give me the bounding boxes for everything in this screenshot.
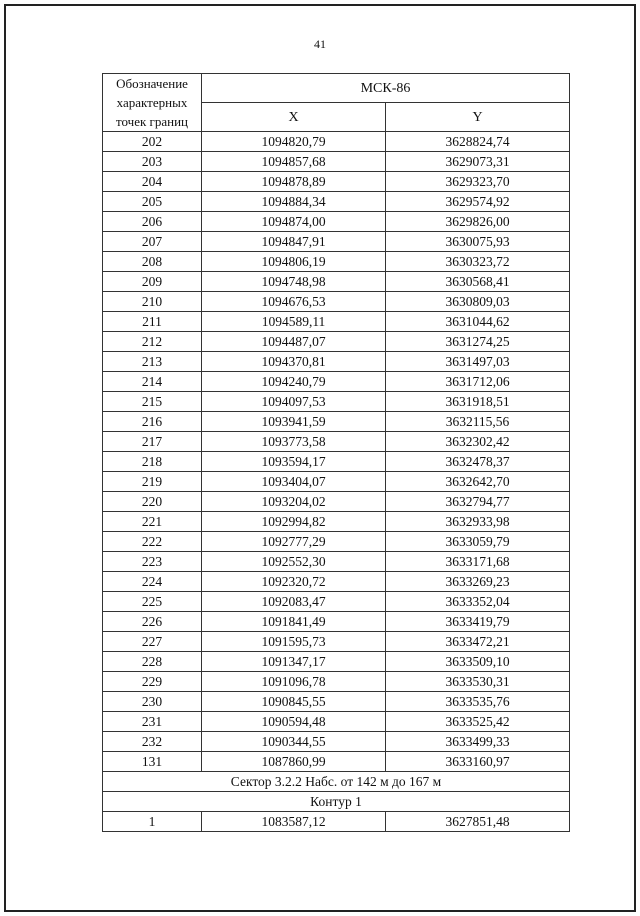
point-cell: 232 (103, 732, 202, 752)
table-row (103, 552, 570, 572)
y-coordinate-cell: 3629323,70 (386, 172, 570, 192)
point-cell: 221 (103, 512, 202, 532)
x-coordinate-cell: 1092083,47 (202, 592, 386, 612)
x-coordinate-cell: 1094874,00 (202, 212, 386, 232)
x-coordinate-cell: 1094857,68 (202, 152, 386, 172)
sector-label: Сектор 3.2.2 Набс. от 142 м до 167 м (103, 772, 570, 792)
y-coordinate-cell: 3632794,77 (386, 492, 570, 512)
y-coordinate-cell: 3632478,37 (386, 452, 570, 472)
y-coordinate-cell: 3627851,48 (386, 812, 570, 832)
y-coordinate-cell: 3629826,00 (386, 212, 570, 232)
table-row (103, 372, 570, 392)
x-coordinate-cell: 1094820,79 (202, 132, 386, 152)
y-coordinate-cell: 3631274,25 (386, 332, 570, 352)
point-cell: 207 (103, 232, 202, 252)
table-row (103, 392, 570, 412)
sector-label-row (103, 772, 570, 792)
table-row (103, 252, 570, 272)
y-coordinate-cell: 3630075,93 (386, 232, 570, 252)
point-cell: 229 (103, 672, 202, 692)
y-coordinate-cell: 3633352,04 (386, 592, 570, 612)
contour-label: Контур 1 (103, 792, 570, 812)
table-row (103, 192, 570, 212)
x-coordinate-cell: 1092994,82 (202, 512, 386, 532)
x-coordinate-cell: 1094806,19 (202, 252, 386, 272)
point-cell: 225 (103, 592, 202, 612)
y-coordinate-cell: 3632933,98 (386, 512, 570, 532)
point-cell: 230 (103, 692, 202, 712)
point-cell: 214 (103, 372, 202, 392)
x-coordinate-cell: 1090594,48 (202, 712, 386, 732)
y-coordinate-cell: 3633269,23 (386, 572, 570, 592)
table-row (103, 752, 570, 772)
x-coordinate-cell: 1091595,73 (202, 632, 386, 652)
point-cell: 212 (103, 332, 202, 352)
table-row (103, 312, 570, 332)
x-coordinate-cell: 1090344,55 (202, 732, 386, 752)
table-row (103, 572, 570, 592)
point-cell: 205 (103, 192, 202, 212)
point-cell: 219 (103, 472, 202, 492)
table-row (103, 532, 570, 552)
x-coordinate-cell: 1094097,53 (202, 392, 386, 412)
y-coordinate-cell: 3633419,79 (386, 612, 570, 632)
table-row (103, 152, 570, 172)
y-axis-header: Y (386, 103, 570, 132)
x-coordinate-cell: 1087860,99 (202, 752, 386, 772)
point-cell: 209 (103, 272, 202, 292)
y-coordinate-cell: 3633160,97 (386, 752, 570, 772)
x-coordinate-cell: 1090845,55 (202, 692, 386, 712)
x-coordinate-cell: 1094240,79 (202, 372, 386, 392)
table-header-row (103, 74, 570, 103)
point-cell: 223 (103, 552, 202, 572)
table-row (103, 412, 570, 432)
point-designation-header (103, 74, 202, 132)
point-cell: 213 (103, 352, 202, 372)
x-coordinate-cell: 1094748,98 (202, 272, 386, 292)
point-cell: 131 (103, 752, 202, 772)
point-cell: 222 (103, 532, 202, 552)
page-number: 41 (314, 37, 326, 51)
table-row (103, 332, 570, 352)
y-coordinate-cell: 3633509,10 (386, 652, 570, 672)
point-cell: 204 (103, 172, 202, 192)
point-cell: 226 (103, 612, 202, 632)
x-coordinate-cell: 1092320,72 (202, 572, 386, 592)
table-row (103, 592, 570, 612)
contour-table-row (103, 812, 570, 832)
table-row (103, 632, 570, 652)
y-coordinate-cell: 3629574,92 (386, 192, 570, 212)
point-cell: 211 (103, 312, 202, 332)
y-coordinate-cell: 3630568,41 (386, 272, 570, 292)
x-coordinate-cell: 1093594,17 (202, 452, 386, 472)
header-line: характерных (116, 95, 188, 110)
table-row (103, 432, 570, 452)
x-coordinate-cell: 1093941,59 (202, 412, 386, 432)
table-row (103, 652, 570, 672)
point-cell: 224 (103, 572, 202, 592)
table-row (103, 672, 570, 692)
point-cell: 231 (103, 712, 202, 732)
y-coordinate-cell: 3630323,72 (386, 252, 570, 272)
y-coordinate-cell: 3632642,70 (386, 472, 570, 492)
point-cell: 210 (103, 292, 202, 312)
header-line: Обозначение (116, 76, 188, 91)
contour-label-row (103, 792, 570, 812)
point-cell: 227 (103, 632, 202, 652)
y-coordinate-cell: 3633525,42 (386, 712, 570, 732)
point-cell: 217 (103, 432, 202, 452)
y-coordinate-cell: 3631044,62 (386, 312, 570, 332)
coordinate-system-header: МСК-86 (202, 74, 570, 103)
x-coordinate-cell: 1092777,29 (202, 532, 386, 552)
x-coordinate-cell: 1091841,49 (202, 612, 386, 632)
point-cell: 1 (103, 812, 202, 832)
coordinates-table (102, 73, 570, 832)
table-row (103, 232, 570, 252)
x-coordinate-cell: 1094487,07 (202, 332, 386, 352)
table-row (103, 712, 570, 732)
y-coordinate-cell: 3633499,33 (386, 732, 570, 752)
x-coordinate-cell: 1091347,17 (202, 652, 386, 672)
point-cell: 208 (103, 252, 202, 272)
y-coordinate-cell: 3633530,31 (386, 672, 570, 692)
y-coordinate-cell: 3633535,76 (386, 692, 570, 712)
x-axis-header: X (202, 103, 386, 132)
y-coordinate-cell: 3632115,56 (386, 412, 570, 432)
table-row (103, 292, 570, 312)
y-coordinate-cell: 3629073,31 (386, 152, 570, 172)
table-row (103, 352, 570, 372)
x-coordinate-cell: 1093773,58 (202, 432, 386, 452)
x-coordinate-cell: 1094878,89 (202, 172, 386, 192)
y-coordinate-cell: 3633171,68 (386, 552, 570, 572)
point-cell: 228 (103, 652, 202, 672)
table-row (103, 472, 570, 492)
y-coordinate-cell: 3631712,06 (386, 372, 570, 392)
table-row (103, 612, 570, 632)
x-coordinate-cell: 1094370,81 (202, 352, 386, 372)
x-coordinate-cell: 1083587,12 (202, 812, 386, 832)
point-cell: 203 (103, 152, 202, 172)
table-row (103, 212, 570, 232)
point-cell: 216 (103, 412, 202, 432)
x-coordinate-cell: 1094589,11 (202, 312, 386, 332)
table-row (103, 132, 570, 152)
table-row (103, 452, 570, 472)
table-row (103, 492, 570, 512)
table-row (103, 692, 570, 712)
point-cell: 202 (103, 132, 202, 152)
x-coordinate-cell: 1093404,07 (202, 472, 386, 492)
x-coordinate-cell: 1094676,53 (202, 292, 386, 312)
x-coordinate-cell: 1091096,78 (202, 672, 386, 692)
y-coordinate-cell: 3633059,79 (386, 532, 570, 552)
x-coordinate-cell: 1094847,91 (202, 232, 386, 252)
x-coordinate-cell: 1092552,30 (202, 552, 386, 572)
x-coordinate-cell: 1093204,02 (202, 492, 386, 512)
table-row (103, 732, 570, 752)
y-coordinate-cell: 3631497,03 (386, 352, 570, 372)
table-row (103, 272, 570, 292)
point-cell: 206 (103, 212, 202, 232)
y-coordinate-cell: 3631918,51 (386, 392, 570, 412)
header-line: точек границ (115, 114, 189, 129)
point-cell: 218 (103, 452, 202, 472)
x-coordinate-cell: 1094884,34 (202, 192, 386, 212)
y-coordinate-cell: 3632302,42 (386, 432, 570, 452)
point-cell: 220 (103, 492, 202, 512)
table-row (103, 172, 570, 192)
table-row (103, 512, 570, 532)
y-coordinate-cell: 3628824,74 (386, 132, 570, 152)
y-coordinate-cell: 3633472,21 (386, 632, 570, 652)
y-coordinate-cell: 3630809,03 (386, 292, 570, 312)
point-cell: 215 (103, 392, 202, 412)
